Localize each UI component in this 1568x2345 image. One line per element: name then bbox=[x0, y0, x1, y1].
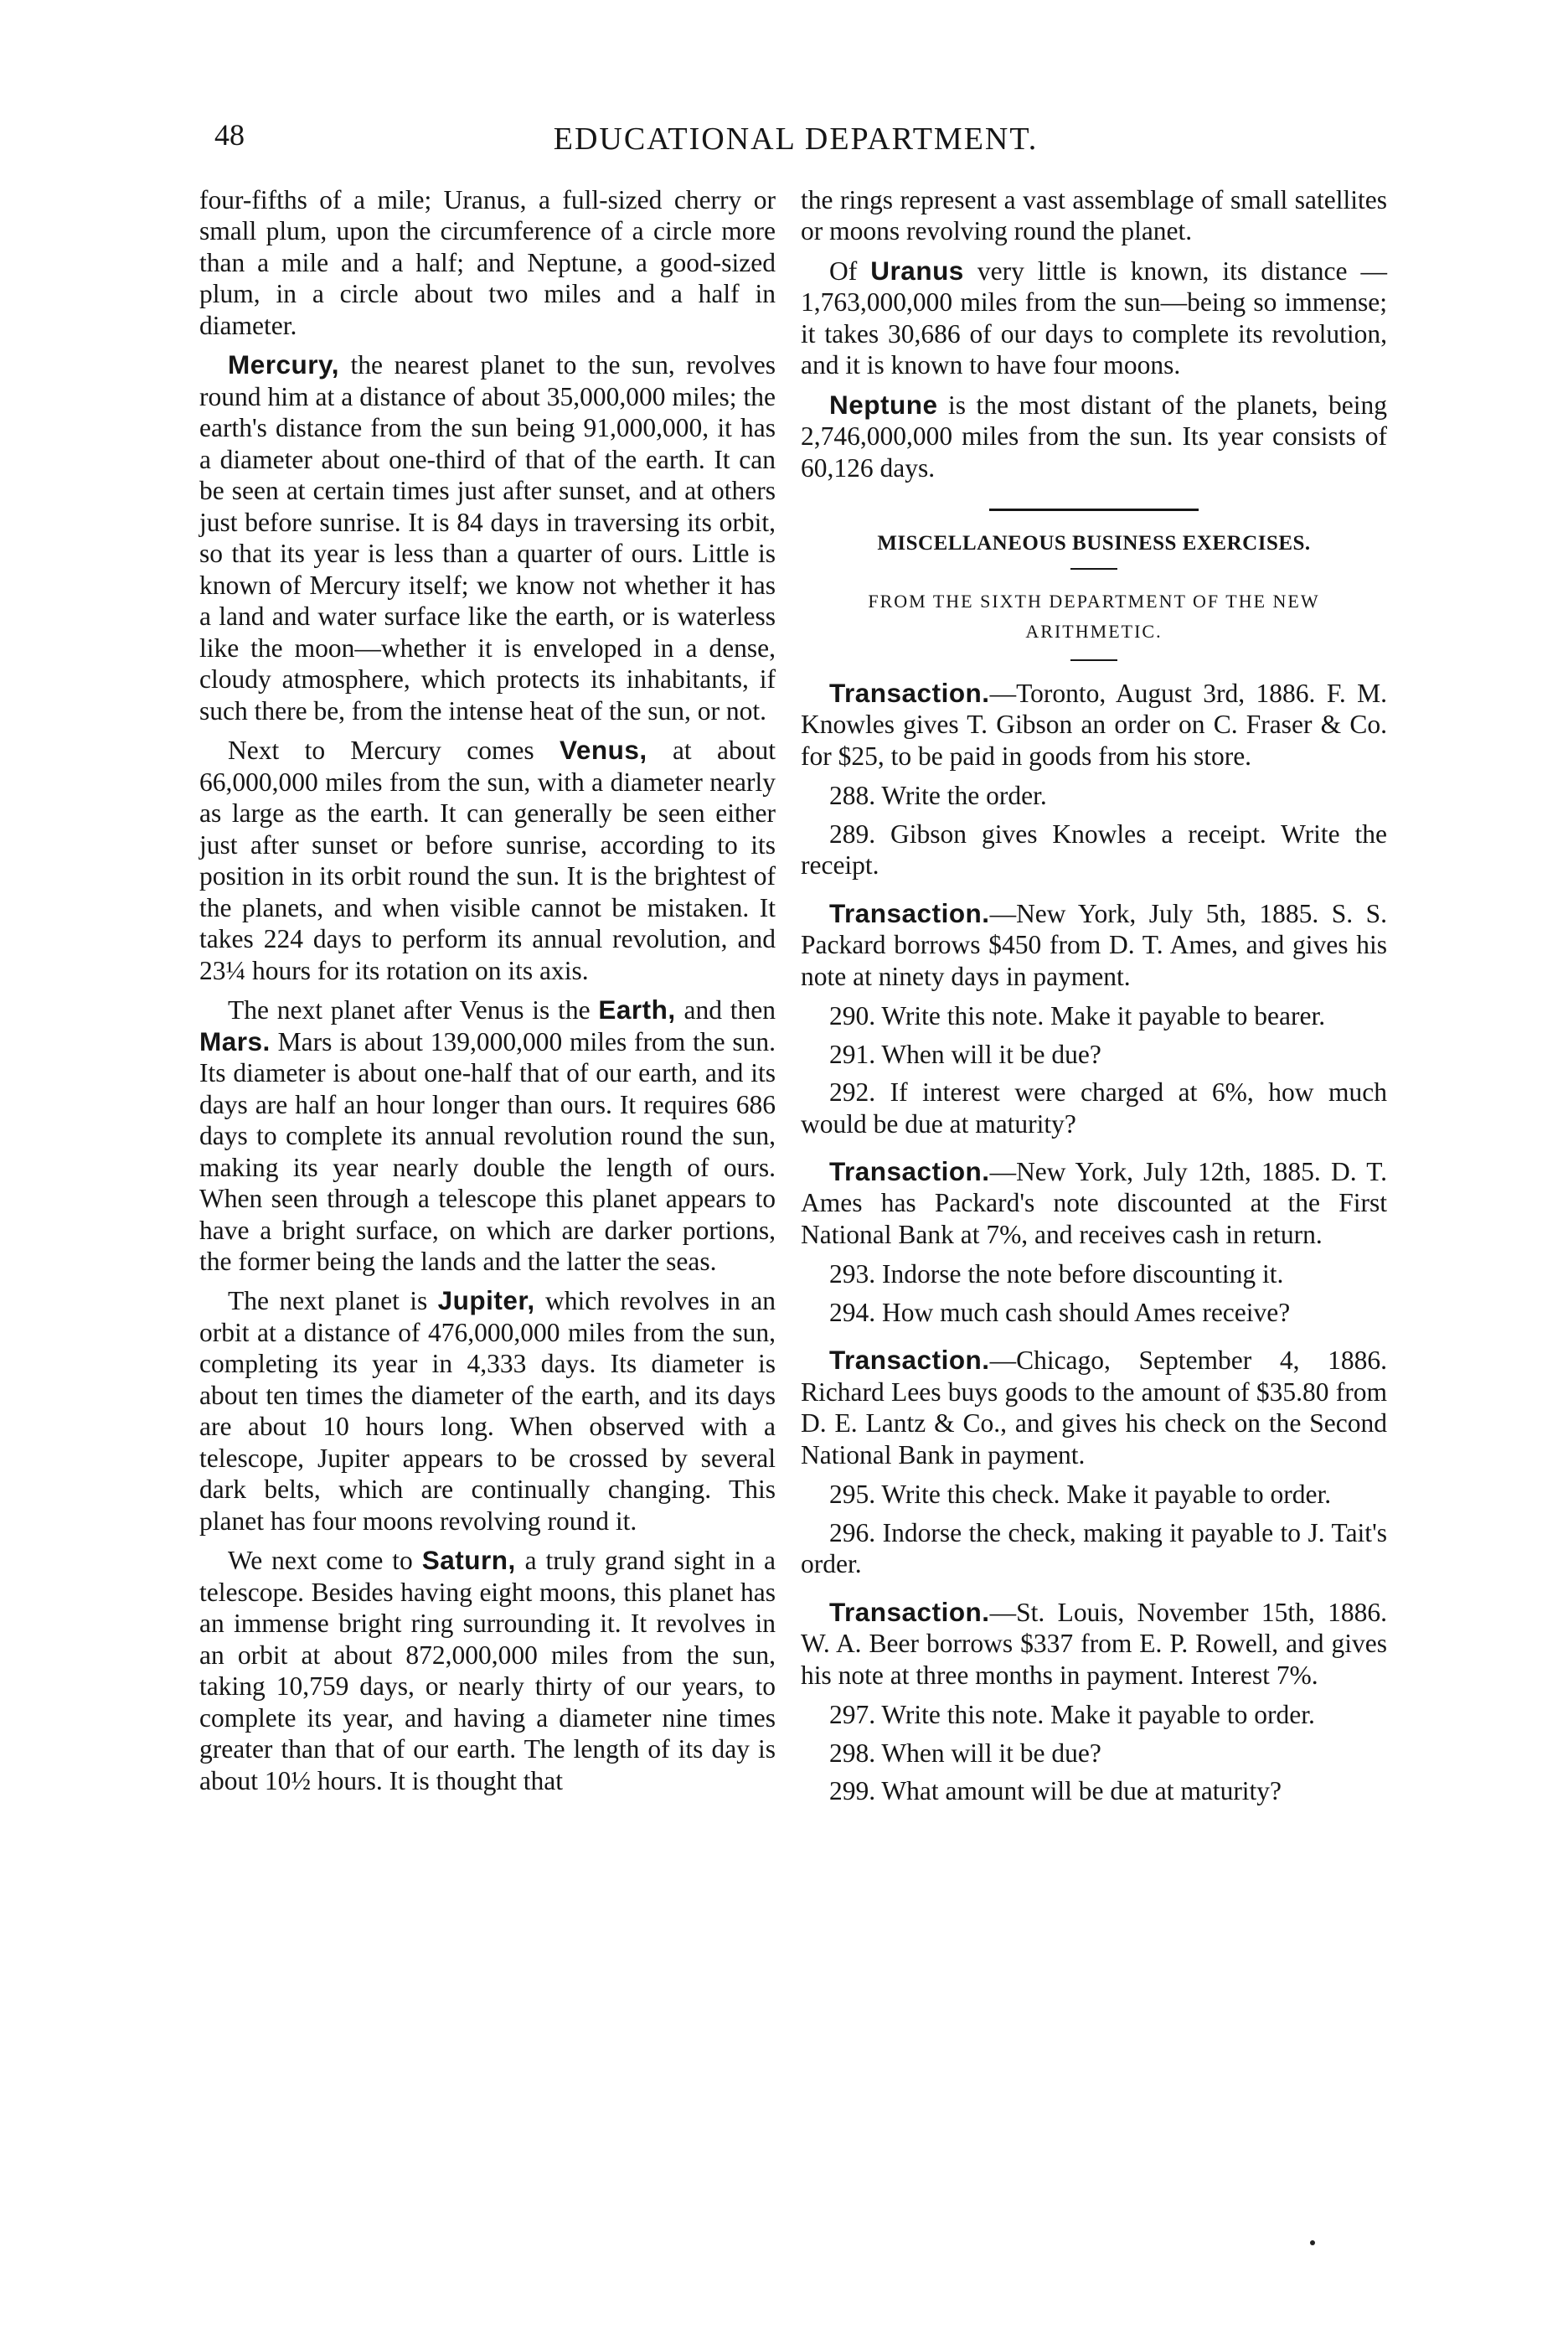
paragraph-saturn: We next come to Saturn, a truly grand sight in a telescope. Besides having eight moons, this planet has an immense bright ring surrounding it. It revolves in an orbit at about 872,000,000 miles from the sun, taking 10,759 days, or nearly thirty of our years, to complete its year, and having a diameter nine times greater than that of our earth. The length of its day is about 10½ hours. It is thought that bbox=[199, 1545, 776, 1795]
subtitle-rule bbox=[1070, 659, 1117, 661]
exercise-297: 297. Write this note. Make it payable to order. bbox=[829, 1700, 1315, 1730]
exercise-299: 299. What amount will be due at maturity? bbox=[829, 1776, 1282, 1806]
exercise-298: 298. When will it be due? bbox=[829, 1738, 1101, 1768]
exercise-288: 288. Write the order. bbox=[829, 781, 1047, 811]
exercise-293: 293. Indorse the note before discounting it. bbox=[829, 1259, 1284, 1289]
transaction-label: Transaction. bbox=[829, 1156, 990, 1186]
term-venus: Venus, bbox=[560, 735, 647, 766]
print-speck bbox=[1310, 2240, 1315, 2245]
transaction-label: Transaction. bbox=[829, 1345, 990, 1376]
paragraph-scale-model: four-fifths of a mile; Uranus, a full-sized cherry or small plum, upon the circumference of a circle more than a mile and a half; and Neptune, a good-sized plum, in a circle about two miles and a half in diameter. bbox=[199, 185, 776, 340]
paragraph-uranus: Of Uranus very little is known, its distance —1,763,000,000 miles from the sun—being so immense; it takes 30,686 of our days to complete its revolution, and it is known to have four moons. bbox=[801, 255, 1387, 380]
right-column bbox=[801, 184, 1387, 1814]
term-saturn: Saturn, bbox=[421, 1545, 516, 1576]
running-title: EDUCATIONAL DEPARTMENT. bbox=[553, 121, 1039, 157]
transaction-2: Transaction.—New York, July 5th, 1885. S. S. Packard borrows $450 from D. T. Ames, and gives his note at ninety days in payment. bbox=[801, 897, 1387, 991]
exercise-290: 290. Write this note. Make it payable to bearer. bbox=[829, 1001, 1326, 1031]
transaction-label: Transaction. bbox=[829, 677, 990, 708]
exercise-292: 292. If interest were charged at 6%, how much would be due at maturity? bbox=[801, 1077, 1387, 1139]
section-title: MISCELLANEOUS BUSINESS EXERCISES. bbox=[877, 532, 1311, 555]
paragraph-jupiter: The next planet is Jupiter, which revolves in an orbit at a distance of 476,000,000 miles from the sun, completing its year in 4,333 days. Its diameter is about ten times the diameter of the earth, and its days are about 10 hours long. When observed with a telescope, Jupiter appears to be crossed by several dark belts, which are continually changing. This planet has four moons revolving round it. bbox=[199, 1285, 776, 1536]
transaction-1: Transaction.—Toronto, August 3rd, 1886. F. M. Knowles gives T. Gibson an order on C. Fraser & Co. for $25, to be paid in goods from his store. bbox=[801, 677, 1387, 771]
page-header bbox=[201, 117, 1390, 168]
term-earth: Earth, bbox=[598, 994, 676, 1025]
transaction-label: Transaction. bbox=[829, 897, 990, 928]
paragraph-neptune: Neptune is the most distant of the planets, being 2,746,000,000 miles from the sun. Its year consists of 60,126 days. bbox=[801, 389, 1387, 483]
exercise-295: 295. Write this check. Make it payable to order. bbox=[829, 1480, 1332, 1510]
exercise-289: 289. Gibson gives Knowles a receipt. Write the receipt. bbox=[801, 819, 1387, 881]
term-mercury: Mercury, bbox=[228, 349, 339, 380]
paragraph-venus: Next to Mercury comes Venus, at about 66,000,000 miles from the sun, with a diameter nearly as large as the earth. It can generally be seen either just after sunset or before sunrise, according to its position in its orbit round the sun. It is the brightest of the planets, and when visible cannot be mistaken. It takes 224 days to perform its annual revolution, and 23¼ hours for its rotation on its axis. bbox=[199, 735, 776, 985]
term-neptune: Neptune bbox=[829, 389, 938, 420]
term-jupiter: Jupiter, bbox=[437, 1285, 535, 1316]
page-number: 48 bbox=[214, 118, 245, 152]
left-column bbox=[199, 184, 776, 1805]
transaction-5: Transaction.—St. Louis, November 15th, 1886. W. A. Beer borrows $337 from E. P. Rowell, and gives his note at three months in payment. Interest 7%. bbox=[801, 1596, 1387, 1690]
exercise-291: 291. When will it be due? bbox=[829, 1039, 1101, 1069]
transaction-3: Transaction.—New York, July 12th, 1885. D. T. Ames has Packard's note discounted at the First National Bank at 7%, and receives cash in return. bbox=[801, 1156, 1387, 1249]
transaction-label: Transaction. bbox=[829, 1596, 990, 1627]
paragraph-mercury: Mercury, the nearest planet to the sun, revolves round him at a distance of about 35,000,000 miles; the earth's distance from the sun being 91,000,000, it has a diameter about one-third of that of the earth. It can be seen at certain times just after sunset, and at others just before sunrise. It is 84 days in traversing its orbit, so that its year is less than a quarter of ours. Little is known of Mercury itself; we know not whether it has a land and water surface like the earth, or is waterless like the moon—whether it is enveloped in a dense, cloudy atmosphere, which protects its inhabitants, if such there be, from the intense heat of the sun, or not. bbox=[199, 349, 776, 726]
exercise-294: 294. How much cash should Ames receive? bbox=[829, 1297, 1291, 1327]
section-divider bbox=[989, 509, 1199, 511]
paragraph-earth-mars: The next planet after Venus is the Earth, and then Mars. Mars is about 139,000,000 miles from the sun. Its diameter is about one-half that of our earth, and its days are half an hour longer than ours. It requires 686 days to complete its annual revolution round the sun, making its year nearly double the length of ours. When seen through a telescope this planet appears to have a bright surface, on which are darker portions, the former being the lands and the latter the seas. bbox=[199, 994, 776, 1276]
transaction-4: Transaction.—Chicago, September 4, 1886. Richard Lees buys goods to the amount of $35.80 from D. E. Lantz & Co., and gives his check on the Second National Bank in payment. bbox=[801, 1345, 1387, 1469]
section-subtitle: FROM THE SIXTH DEPARTMENT OF THE NEW ARITHMETIC. bbox=[868, 591, 1320, 643]
exercise-296: 296. Indorse the check, making it payable to J. Tait's order. bbox=[801, 1517, 1387, 1579]
paragraph-saturn-rings: the rings represent a vast assemblage of small satellites or moons revolving round the planet. bbox=[801, 185, 1387, 246]
title-rule bbox=[1070, 568, 1117, 570]
term-mars: Mars. bbox=[199, 1025, 271, 1056]
term-uranus: Uranus bbox=[870, 255, 964, 286]
